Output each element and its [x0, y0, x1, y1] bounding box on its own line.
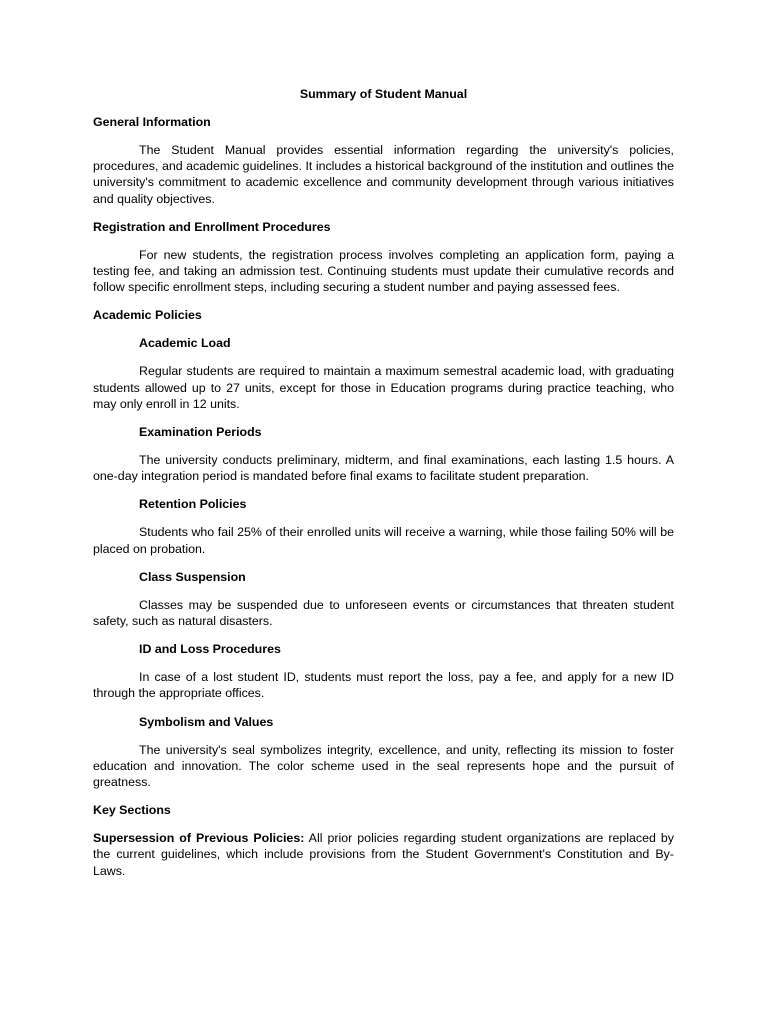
heading-academic-policies: Academic Policies: [93, 308, 202, 323]
heading-general-information: General Information: [93, 115, 211, 129]
subheading-symbolism: Symbolism and Values: [139, 714, 274, 729]
paragraph-academic-load: Regular students are required to maintain a maximum semestral academic load, with graduating students allowed up to 27 units, except for those in Education programs during practice teaching, who may only enroll in 12 units.: [93, 364, 674, 411]
subheading-id-loss: ID and Loss Procedures: [139, 642, 281, 657]
supersession-text: All prior policies regarding student organizations are replaced by the current guidelines, which include provisions from the Student Government's Constitution and By-Laws.: [93, 831, 674, 878]
paragraph-class-suspension: Classes may be suspended due to unforeseen events or circumstances that threaten student safety, such as natural disasters.: [93, 597, 674, 629]
paragraph-examination-periods: The university conducts preliminary, midterm, and final examinations, each lasting 1.5 hours. A one-day integration period is mandated before final exams to facilitate student preparation.: [93, 453, 674, 484]
heading-key-sections: Key Sections: [93, 803, 171, 818]
paragraph-symbolism: The university's seal symbolizes integrity, excellence, and unity, reflecting its mission to foster education and innovation. The color scheme used in the seal represents hope and the pursuit of greatness.: [93, 742, 674, 790]
paragraph-registration: For new students, the registration process involves completing an application form, paying a testing fee, and taking an admission test. Continuing students must update their cumulative records and follow specific enrollment steps, including securing a student number and paying assessed fees.: [93, 247, 674, 295]
paragraph-retention-policies: Students who fail 25% of their enrolled units will receive a warning, while those failing 50% will be placed on probation.: [93, 525, 674, 556]
subheading-examination-periods: Examination Periods: [139, 425, 262, 440]
paragraph-id-loss: In case of a lost student ID, students must report the loss, pay a fee, and apply for a new ID through the appropriate offices.: [93, 670, 674, 701]
document-title: Summary of Student Manual: [299, 87, 468, 101]
subheading-academic-load: Academic Load: [139, 336, 231, 351]
supersession-label: Supersession of Previous Policies:: [93, 831, 305, 846]
heading-registration: Registration and Enrollment Procedures: [93, 219, 331, 234]
paragraph-general-information: The Student Manual provides essential information regarding the university's policies, procedures, and academic guidelines. It includes a historical background of the institution and outlines the university's commitment to academic excellence and community development through various initiatives and quality objectives.: [93, 143, 674, 206]
subheading-class-suspension: Class Suspension: [139, 569, 246, 584]
paragraph-supersession: [93, 830, 674, 879]
subheading-retention-policies: Retention Policies: [139, 497, 247, 512]
